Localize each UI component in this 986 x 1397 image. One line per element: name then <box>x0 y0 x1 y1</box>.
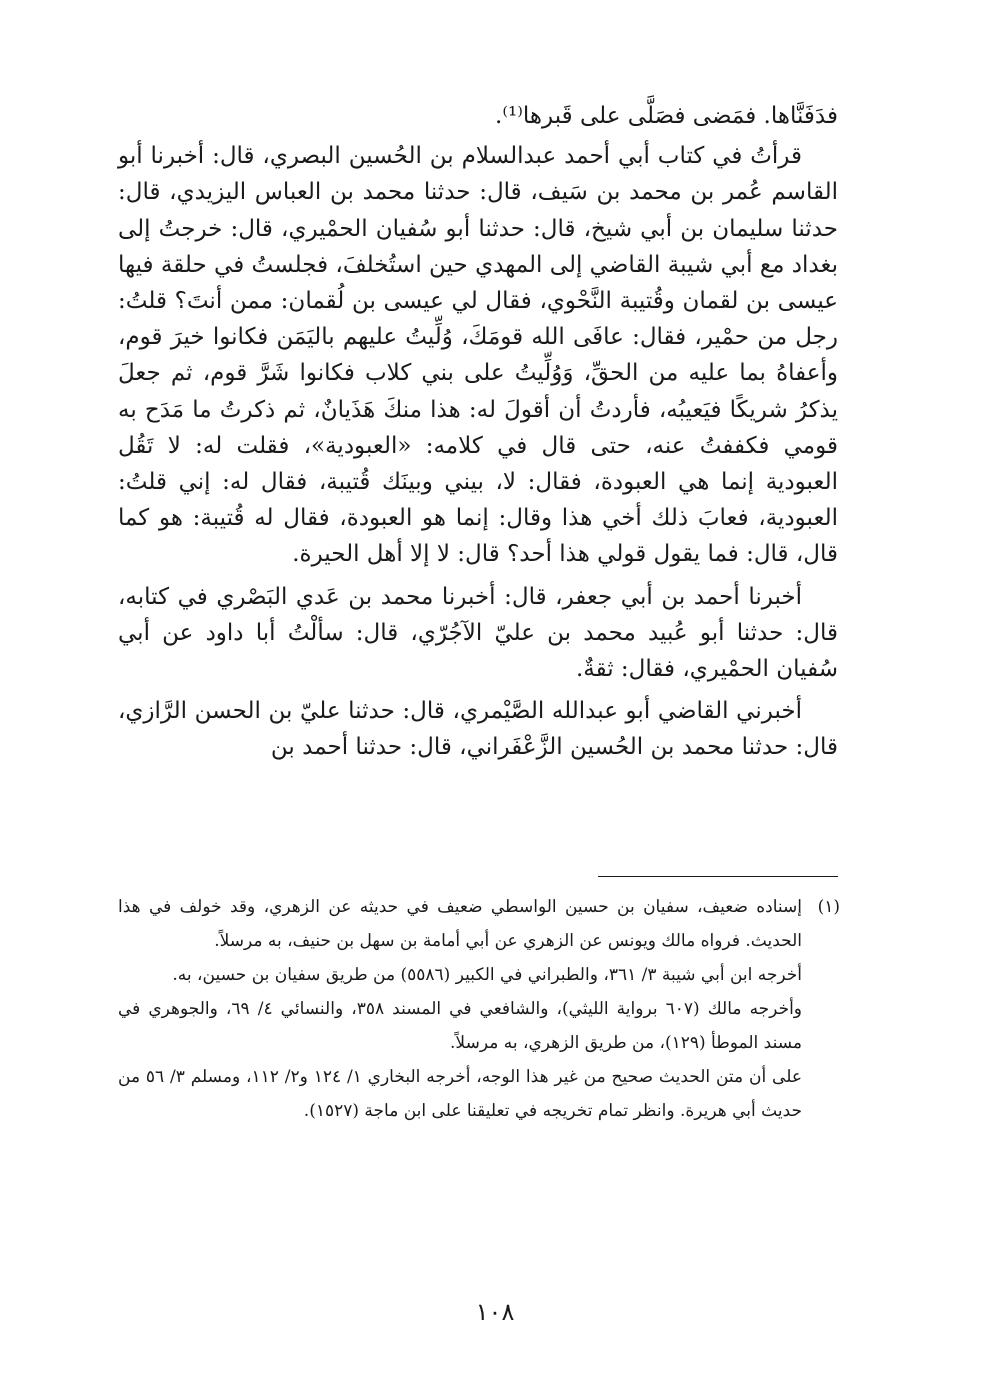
footnote-body <box>118 890 802 958</box>
paragraph-1: فدَفَنَّاها. فمَضى فصَلَّى على قَبرها⁽¹⁾. <box>495 103 838 129</box>
footnote-1 <box>118 890 840 958</box>
footnote-divider <box>598 876 838 877</box>
paragraph-4: أخبرني القاضي أبو عبدالله الصَّيْمري، قال: حدثنا عليّ بن الحسن الرَّازي، قال: حدثنا محمد بن الحُسين الزَّعْفَراني، قال: حدثنا أحمد بن <box>118 698 838 761</box>
footnote-paragraph-4: على أن متن الحديث صحيح من غير هذا الوجه، أخرجه البخاري ١/ ١٢٤ و٢/ ١١٢، ومسلم ٣/ ٥٦ من حديث أبي هريرة. وانظر تمام تخريجه في تعليقنا على ابن ماجة (١٥٢٧). <box>118 1067 802 1121</box>
footnote-paragraph-1: إسناده ضعيف، سفيان بن حسين الواسطي ضعيف في حديثه عن الزهري، وقد خولف في هذا الحديث. فرواه مالك ويونس عن الزهري عن أبي أمامة بن سهل بن حنيف، به مرسلاً. <box>118 897 802 951</box>
main-text <box>118 98 838 772</box>
paragraph-3: أخبرنا أحمد بن أبي جعفر، قال: أخبرنا محمد بن عَدي البَصْري في كتابه، قال: حدثنا أبو عُبيد محمد بن عليّ الآجُرّي، قال: سألْتُ أبا داود عن أبي سُفيان الحمْيري، فقال: ثقةٌ. <box>118 583 838 683</box>
footnote-continuation <box>118 958 840 1128</box>
footnote-number: (١) <box>817 897 840 917</box>
footnote-paragraph-3: وأخرجه مالك (٦٠٧ برواية الليثي)، والشافعي في المسند ٣٥٨، والنسائي ٤/ ٦٩، والجوهري في مسند الموطأ (١٢٩)، من طريق الزهري، به مرسلاً. <box>118 999 803 1053</box>
footnotes <box>118 890 840 1128</box>
page-number: ١٠٨ <box>475 1298 515 1326</box>
footnote-paragraph-2: أخرجه ابن أبي شيبة ٣/ ٣٦١، والطبراني في الكبير (٥٥٨٦) من طريق سفيان بن حسين، به. <box>172 965 802 985</box>
paragraph-2: قرأتُ في كتاب أبي أحمد عبدالسلام بن الحُسين البصري، قال: أخبرنا أبو القاسم عُمر بن محمد بن سَيف، قال: حدثنا محمد بن العباس اليزيدي، قال: حدثنا سليمان بن أبي شيخ، قال: حدثنا أبو سُفيان الحمْيري، قال: خرجتُ إلى بغداد مع أبي شيبة القاضي إلى المهدي حين استُخلفَ، فجلستُ في حلقة فيها عيسى بن لقمان وقُتيبة النَّحْوي، فقال لي عيسى بن لُقمان: ممن أنتَ؟ قلتُ: رجل من حمْير، فقال: عافَى الله قومَكَ، وُلِّيتُ عليهم باليَمَن فكانوا خيرَ قوم، وأعفاهُ بما عليه من الحقِّ، وَوُلِّيتُ على بني كلاب فكانوا شَرَّ قوم، ثم جعلَ يذكرُ شريكًا فيَعيبُه، فأردتُ أن أقولَ له: هذا منكَ هَذَيانٌ، ثم ذكرتُ ما مَدَح به قومي فكففتُ عنه، حتى قال في كلامه: «العبودية»، فقلت له: لا تَقُل العبودية إنما هي العبودة، فقال: لا، بيني وبينَك قُتيبة، فقال له: إني قلتُ: العبودية، فعابَ ذلك أخي هذا وقال: إنما هو العبودة، فقال له قُتيبة: هو كما قال، قال: فما يقول قولي هذا أحد؟ قال: لا إلا أهل الحيرة. <box>118 143 838 568</box>
